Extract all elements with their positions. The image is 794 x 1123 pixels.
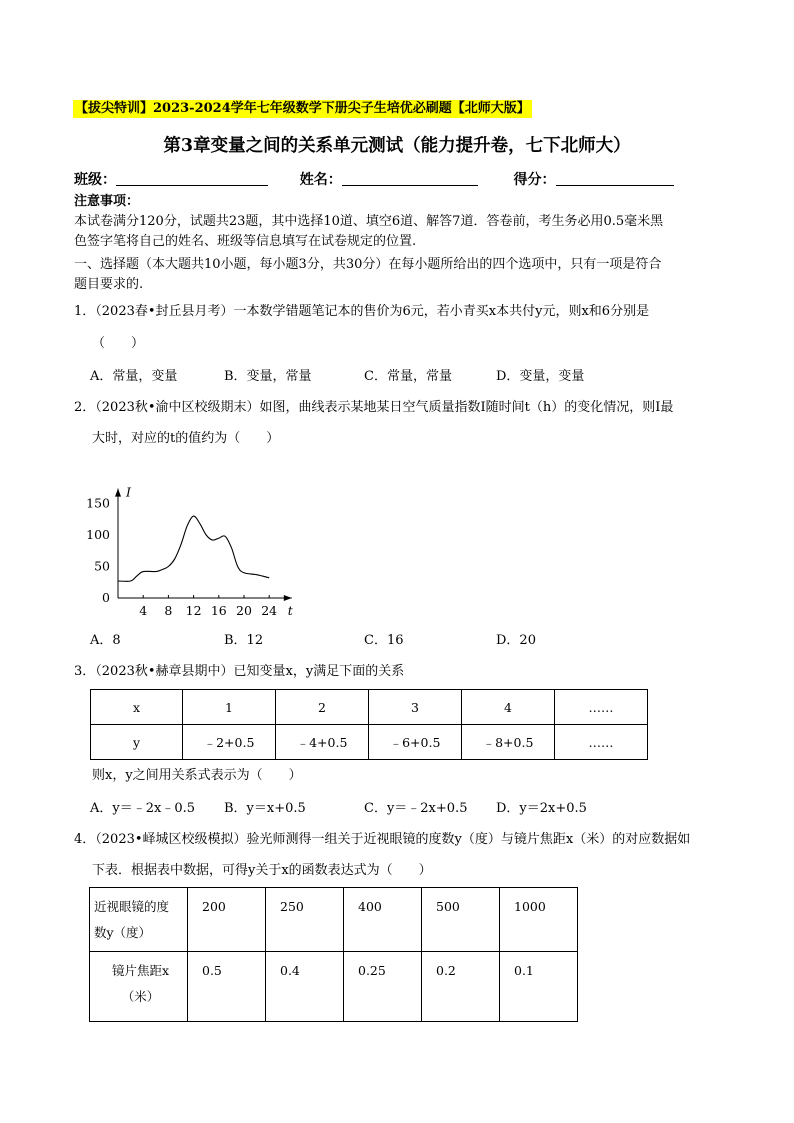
q3-cell: 1 [183, 690, 276, 725]
q4-cell: 0.25 [344, 952, 422, 1022]
y-tick-label: 100 [86, 527, 110, 542]
q4-cell: 0.2 [422, 952, 500, 1022]
q4-cell: 250 [266, 888, 344, 952]
x-axis-label: t [287, 603, 293, 618]
q4-head-cell [90, 888, 188, 952]
q3-cell: …… [555, 690, 648, 725]
q4-head-text: 数y（度） [94, 925, 152, 940]
air-quality-chart [80, 460, 310, 620]
q1-option-b[interactable]: B．变量，常量 [224, 369, 312, 384]
q4-head-text: 镜片焦距x [111, 963, 170, 978]
name-label: 姓名： [299, 172, 342, 188]
y-axis-arrow [115, 489, 121, 497]
q4-cell: 0.5 [188, 952, 266, 1022]
info-row [74, 171, 674, 188]
q2-option-b[interactable]: B．12 [224, 633, 264, 648]
q2-option-c[interactable]: C．16 [364, 633, 404, 648]
q3-option-d[interactable]: D．y＝2x+0.5 [496, 801, 587, 816]
q3-cell: 3 [369, 690, 462, 725]
score-label: 得分： [513, 172, 556, 188]
q4-row-focal [90, 952, 578, 1022]
q1-option-c[interactable]: C．常量，常量 [364, 369, 452, 384]
q3-cell: y [91, 725, 183, 760]
air-quality-curve [118, 516, 269, 581]
q4-table [89, 887, 578, 1022]
q3-stem-2: 则x，y之间用关系式表示为（ ） [92, 768, 302, 783]
class-label: 班级： [74, 172, 116, 188]
notes-heading: 注意事项： [74, 194, 140, 209]
q3-option-b[interactable]: B．y＝x+0.5 [224, 801, 306, 816]
y-tick-label: 50 [94, 558, 110, 574]
q4-stem: 4．（2023•峄城区校级模拟）验光师测得一组关于近视眼镜的度数y（度）与镜片焦距x（米）的对应数据如 [74, 832, 691, 847]
notes-line-1: 本试卷满分120分，试题共23题，其中选择10道、填空6道、解答7道．答卷前，考生务必用0.5毫米黑 [74, 214, 664, 229]
x-tick-label: 4 [139, 603, 148, 618]
x-tick-label: 8 [164, 603, 173, 618]
q3-row-y [91, 725, 648, 760]
q1-option-a[interactable]: A．常量，变量 [90, 369, 178, 384]
q4-cell: 1000 [500, 888, 578, 952]
q3-cell: ﹣6+0.5 [369, 725, 462, 760]
q4-row-degree [90, 888, 578, 952]
q3-table [90, 689, 648, 760]
q4-cell: 500 [422, 888, 500, 952]
q4-head-text: 近视眼镜的度 [94, 899, 170, 914]
notes-line-2: 色签字笔将自己的姓名、班级等信息填写在试卷规定的位置. [74, 234, 417, 249]
x-tick-label: 16 [210, 603, 227, 618]
q4-cell: 200 [188, 888, 266, 952]
q3-cell: ﹣8+0.5 [462, 725, 555, 760]
q4-cell: 0.4 [266, 952, 344, 1022]
q3-cell: 4 [462, 690, 555, 725]
q2-option-a[interactable]: A．8 [90, 633, 121, 648]
q3-cell: 2 [276, 690, 369, 725]
q3-cell: ﹣2+0.5 [183, 725, 276, 760]
q1-option-d[interactable]: D．变量，变量 [496, 369, 585, 384]
q4-stem-2: 下表．根据表中数据，可得y关于x的函数表达式为（ ） [92, 863, 432, 878]
class-blank[interactable] [116, 171, 268, 186]
x-tick-label: 24 [261, 603, 278, 618]
q2-stem: 2．（2023秋•渝中区校级期末）如图，曲线表示某地某日空气质量指数I随时间t（h）的变化情况，则I最 [74, 400, 674, 415]
q3-cell: ﹣4+0.5 [276, 725, 369, 760]
q3-row-x [91, 690, 648, 725]
page-title: 第3章变量之间的关系单元测试（能力提升卷，七下北师大） [163, 136, 631, 156]
q3-cell: x [91, 690, 183, 725]
section-heading-1: 一、选择题（本大题共10小题，每小题3分，共30分）在每小题所给出的四个选项中，只有一项是符合 [74, 257, 662, 272]
q1-stem-2: （ ） [92, 336, 145, 351]
q3-stem: 3．（2023秋•赫章县期中）已知变量x，y满足下面的关系 [74, 664, 405, 679]
q3-option-a[interactable]: A．y＝﹣2x﹣0.5 [90, 801, 196, 816]
q4-head-text: （米） [121, 989, 160, 1004]
x-tick-label: 12 [185, 603, 202, 618]
y-tick-label: 0 [102, 590, 110, 605]
q1-stem: 1．（2023春•封丘县月考）一本数学错题笔记本的售价为6元，若小青买x本共付y元，则x和6分别是 [74, 304, 650, 319]
q4-cell: 400 [344, 888, 422, 952]
q4-head-cell [90, 952, 188, 1022]
series-banner: 【拔尖特训】2023-2024学年七年级数学下册尖子生培优必刷题【北师大版】 [75, 101, 530, 116]
name-blank[interactable] [342, 171, 478, 186]
y-axis-label: I [126, 484, 131, 500]
q2-stem-2: 大时，对应的t的值约为（ ） [92, 431, 280, 446]
section-heading-2: 题目要求的. [74, 277, 144, 292]
y-tick-label: 150 [86, 495, 110, 511]
x-axis-arrow [284, 595, 292, 601]
x-tick-label: 20 [236, 603, 252, 618]
q2-option-d[interactable]: D．20 [496, 633, 536, 648]
q3-option-c[interactable]: C．y＝﹣2x+0.5 [364, 801, 468, 816]
q4-cell: 0.1 [500, 952, 578, 1022]
q3-cell: …… [555, 725, 648, 760]
score-blank[interactable] [556, 171, 674, 186]
